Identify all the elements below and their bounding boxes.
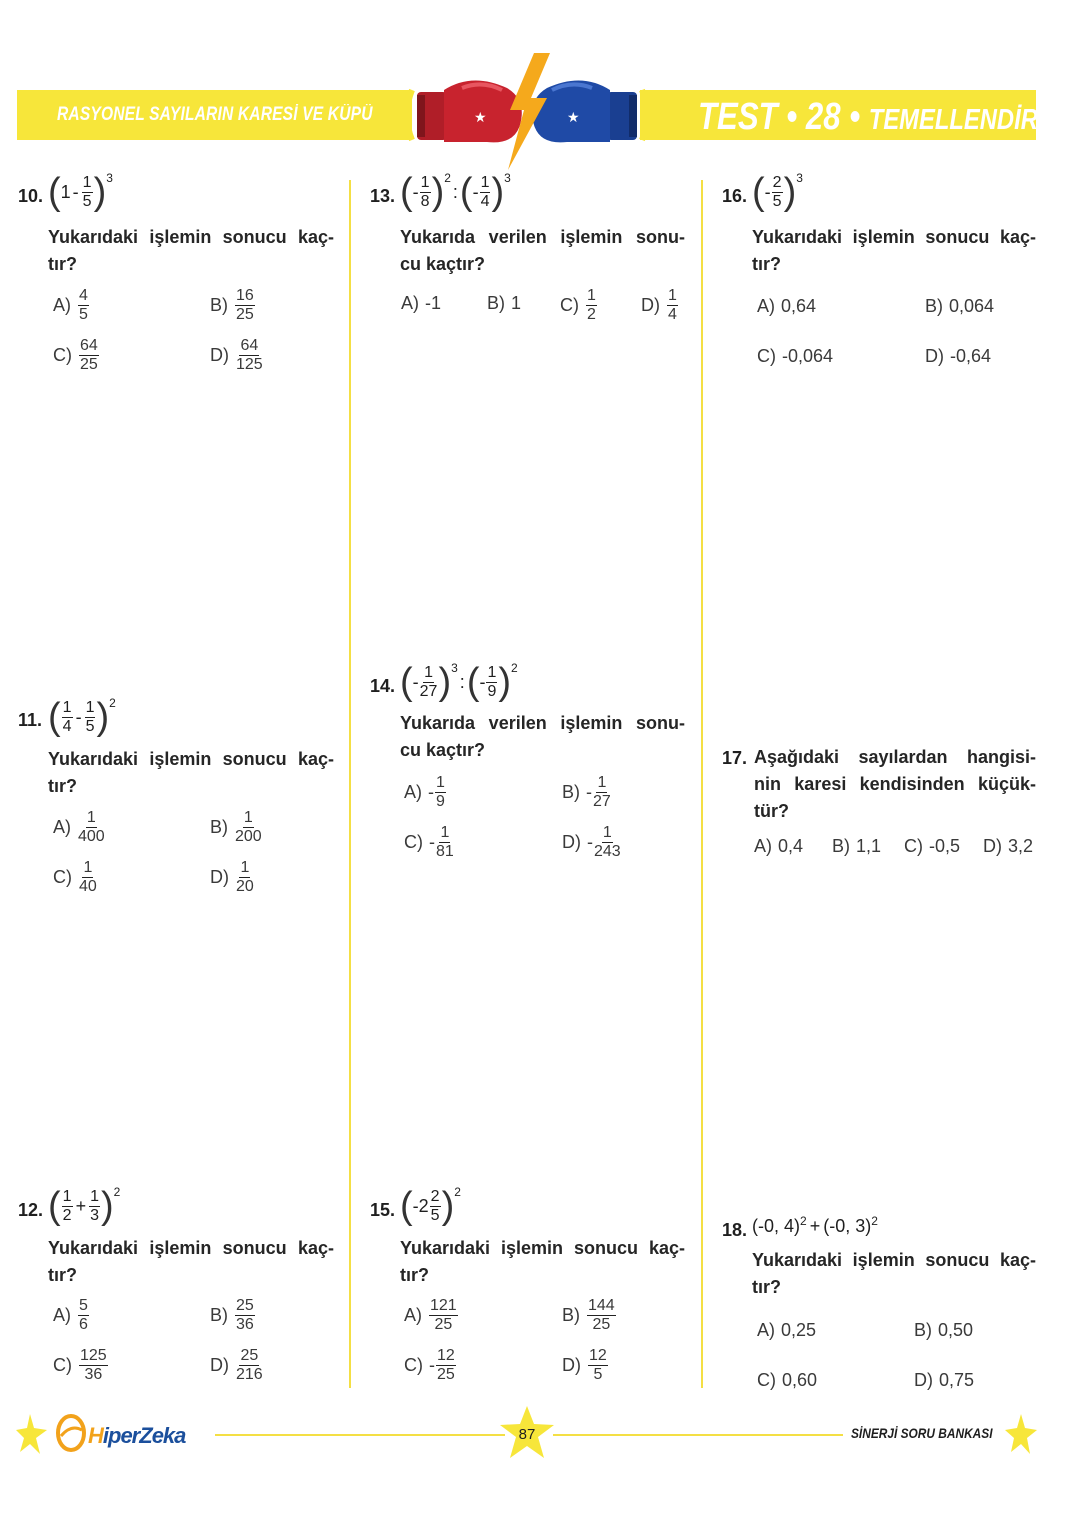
right-star-icon (1003, 1412, 1037, 1456)
footer-line-right (553, 1434, 843, 1436)
question-12-text: Yukarıdaki işlemin sonucu kaç- tır? (48, 1238, 334, 1285)
svg-text:★: ★ (567, 110, 580, 126)
question-15-option-c[interactable]: C) - $\frac{12}{25}$ (404, 1347, 455, 1383)
question-13-option-d[interactable]: D) $\frac{1}{4}$ (641, 287, 677, 323)
question-17-option-a[interactable]: A) 0,4 (754, 836, 804, 856)
question-16-option-c[interactable]: C) -0,064 (757, 346, 834, 366)
question-17-option-c[interactable]: C) -0,5 (904, 836, 961, 856)
test-label: TEST (698, 96, 778, 138)
question-15-expression: ( - 2 $\frac{2}{5}$ ) 2 (400, 1185, 461, 1227)
section-label: TEMELLENDİRME (868, 104, 1074, 136)
question-14-option-b[interactable]: B) - $\frac{1}{27}$ (562, 774, 611, 810)
question-15-option-d[interactable]: D) $\frac{12}{5}$ (562, 1347, 607, 1383)
question-11-option-b[interactable]: B) $\frac{1}{200}$ (210, 809, 262, 845)
blue-glove-icon (532, 80, 637, 142)
question-12-option-a[interactable]: A) $\frac{5}{6}$ (53, 1297, 88, 1333)
question-12-option-b[interactable]: B) $\frac{25}{36}$ (210, 1297, 254, 1333)
question-14-number: 14. (370, 676, 396, 696)
svg-text:★: ★ (474, 110, 487, 126)
footer-line-left (215, 1434, 505, 1436)
question-14-expression: ( - $\frac{1}{27}$ ) 3 : ( - $\frac{1}{9}$ ) 2 (400, 661, 518, 703)
question-13-option-b[interactable]: B) 1 (487, 293, 522, 313)
question-17-text: Aşağıdaki sayılardan hangisi- nin karesi kendisinden küçük- tür? (754, 747, 1036, 821)
left-star-icon (16, 1412, 48, 1456)
question-15-number: 15. (370, 1200, 396, 1220)
red-glove-icon (417, 80, 522, 142)
question-10-text: Yukarıdaki işlemin sonucu kaç- tır? (48, 227, 334, 274)
question-10-option-d[interactable]: D) $\frac{64}{125}$ (210, 337, 263, 373)
question-10-option-c[interactable]: C) $\frac{64}{25}$ (53, 337, 98, 373)
question-18-expression: (-0, 4) 2 + (-0, 3) 2 (752, 1214, 878, 1236)
question-12-option-d[interactable]: D) $\frac{25}{216}$ (210, 1347, 263, 1383)
question-16-option-b[interactable]: B) 0,064 (925, 296, 995, 316)
topic-title: RASYONEL SAYILARIN KARESİ VE KÜPÜ (57, 104, 373, 125)
question-15-option-b[interactable]: B) $\frac{144}{25}$ (562, 1297, 615, 1333)
question-12-option-c[interactable]: C) $\frac{125}{36}$ (53, 1347, 107, 1383)
question-16-text: Yukarıdaki işlemin sonucu kaç- tır? (752, 227, 1036, 274)
question-18-text: Yukarıdaki işlemin sonucu kaç- tır? (752, 1250, 1036, 1297)
question-11-number: 11. (18, 710, 43, 730)
question-17-option-d[interactable]: D) 3,2 (983, 836, 1034, 856)
question-15-option-a[interactable]: A) $\frac{121}{25}$ (404, 1297, 457, 1333)
question-13-option-a[interactable]: A) -1 (401, 293, 442, 313)
series-title: SİNERJİ SORU BANKASI (851, 1425, 993, 1441)
question-16-number: 16. (722, 186, 748, 206)
question-18-option-b[interactable]: B) 0,50 (914, 1320, 974, 1340)
question-11-text: Yukarıdaki işlemin sonucu kaç- tır? (48, 749, 334, 796)
question-18-option-d[interactable]: D) 0,75 (914, 1370, 975, 1390)
question-14-option-d[interactable]: D) - $\frac{1}{243}$ (562, 824, 621, 860)
question-13-text: Yukarıda verilen işlemin sonu- cu kaçtır? (400, 227, 685, 274)
boxing-gloves-illustration (402, 50, 652, 175)
question-11-expression: ( $\frac{1}{4}$ - $\frac{1}{5}$ ) 2 (48, 696, 116, 738)
question-13-option-c[interactable]: C) $\frac{1}{2}$ (560, 287, 596, 323)
column-divider-2 (701, 180, 703, 1388)
question-13-expression: ( - $\frac{1}{8}$ ) 2 : ( - $\frac{1}{4}$ ) 3 (400, 171, 511, 213)
question-14-option-c[interactable]: C) - $\frac{1}{81}$ (404, 824, 454, 860)
question-16-expression: ( - $\frac{2}{5}$ ) 3 (752, 171, 803, 213)
column-divider-1 (349, 180, 351, 1388)
question-14-option-a[interactable]: A) - $\frac{1}{9}$ (404, 774, 445, 810)
test-number: 28 (805, 96, 841, 138)
question-10-option-a[interactable]: A) $\frac{4}{5}$ (53, 287, 88, 323)
question-18-option-c[interactable]: C) 0,60 (757, 1370, 818, 1390)
question-12-expression: ( $\frac{1}{2}$ + $\frac{1}{3}$ ) 2 (48, 1185, 121, 1227)
question-10-option-b[interactable]: B) $\frac{16}{25}$ (210, 287, 254, 323)
test-title: TEST • 28 • TEMELLENDİRME (698, 96, 1074, 138)
question-10-number: 10. (18, 186, 44, 206)
brand-logo: HiperZeka (88, 1423, 186, 1448)
question-12-number: 12. (18, 1200, 44, 1220)
question-16-option-d[interactable]: D) -0,64 (925, 346, 992, 366)
question-11-option-d[interactable]: D) $\frac{1}{20}$ (210, 859, 254, 895)
question-11-option-a[interactable]: A) $\frac{1}{400}$ (53, 809, 105, 845)
question-17-number: 17. (722, 748, 748, 768)
question-18-option-a[interactable]: A) 0,25 (757, 1320, 817, 1340)
hiperzeka-logo-icon (55, 1412, 87, 1454)
question-15-text: Yukarıdaki işlemin sonucu kaç- tır? (400, 1238, 685, 1285)
question-16-option-a[interactable]: A) 0,64 (757, 296, 817, 316)
question-13-number: 13. (370, 186, 396, 206)
question-11-option-c[interactable]: C) $\frac{1}{40}$ (53, 859, 97, 895)
question-10-expression: ( 1 - $\frac{1}{5}$ ) 3 (48, 171, 113, 213)
question-17-option-b[interactable]: B) 1,1 (832, 836, 882, 856)
question-18-number: 18. (722, 1220, 748, 1240)
page-number: 87 (518, 1426, 536, 1443)
question-14-text: Yukarıda verilen işlemin sonu- cu kaçtır? (400, 713, 685, 760)
